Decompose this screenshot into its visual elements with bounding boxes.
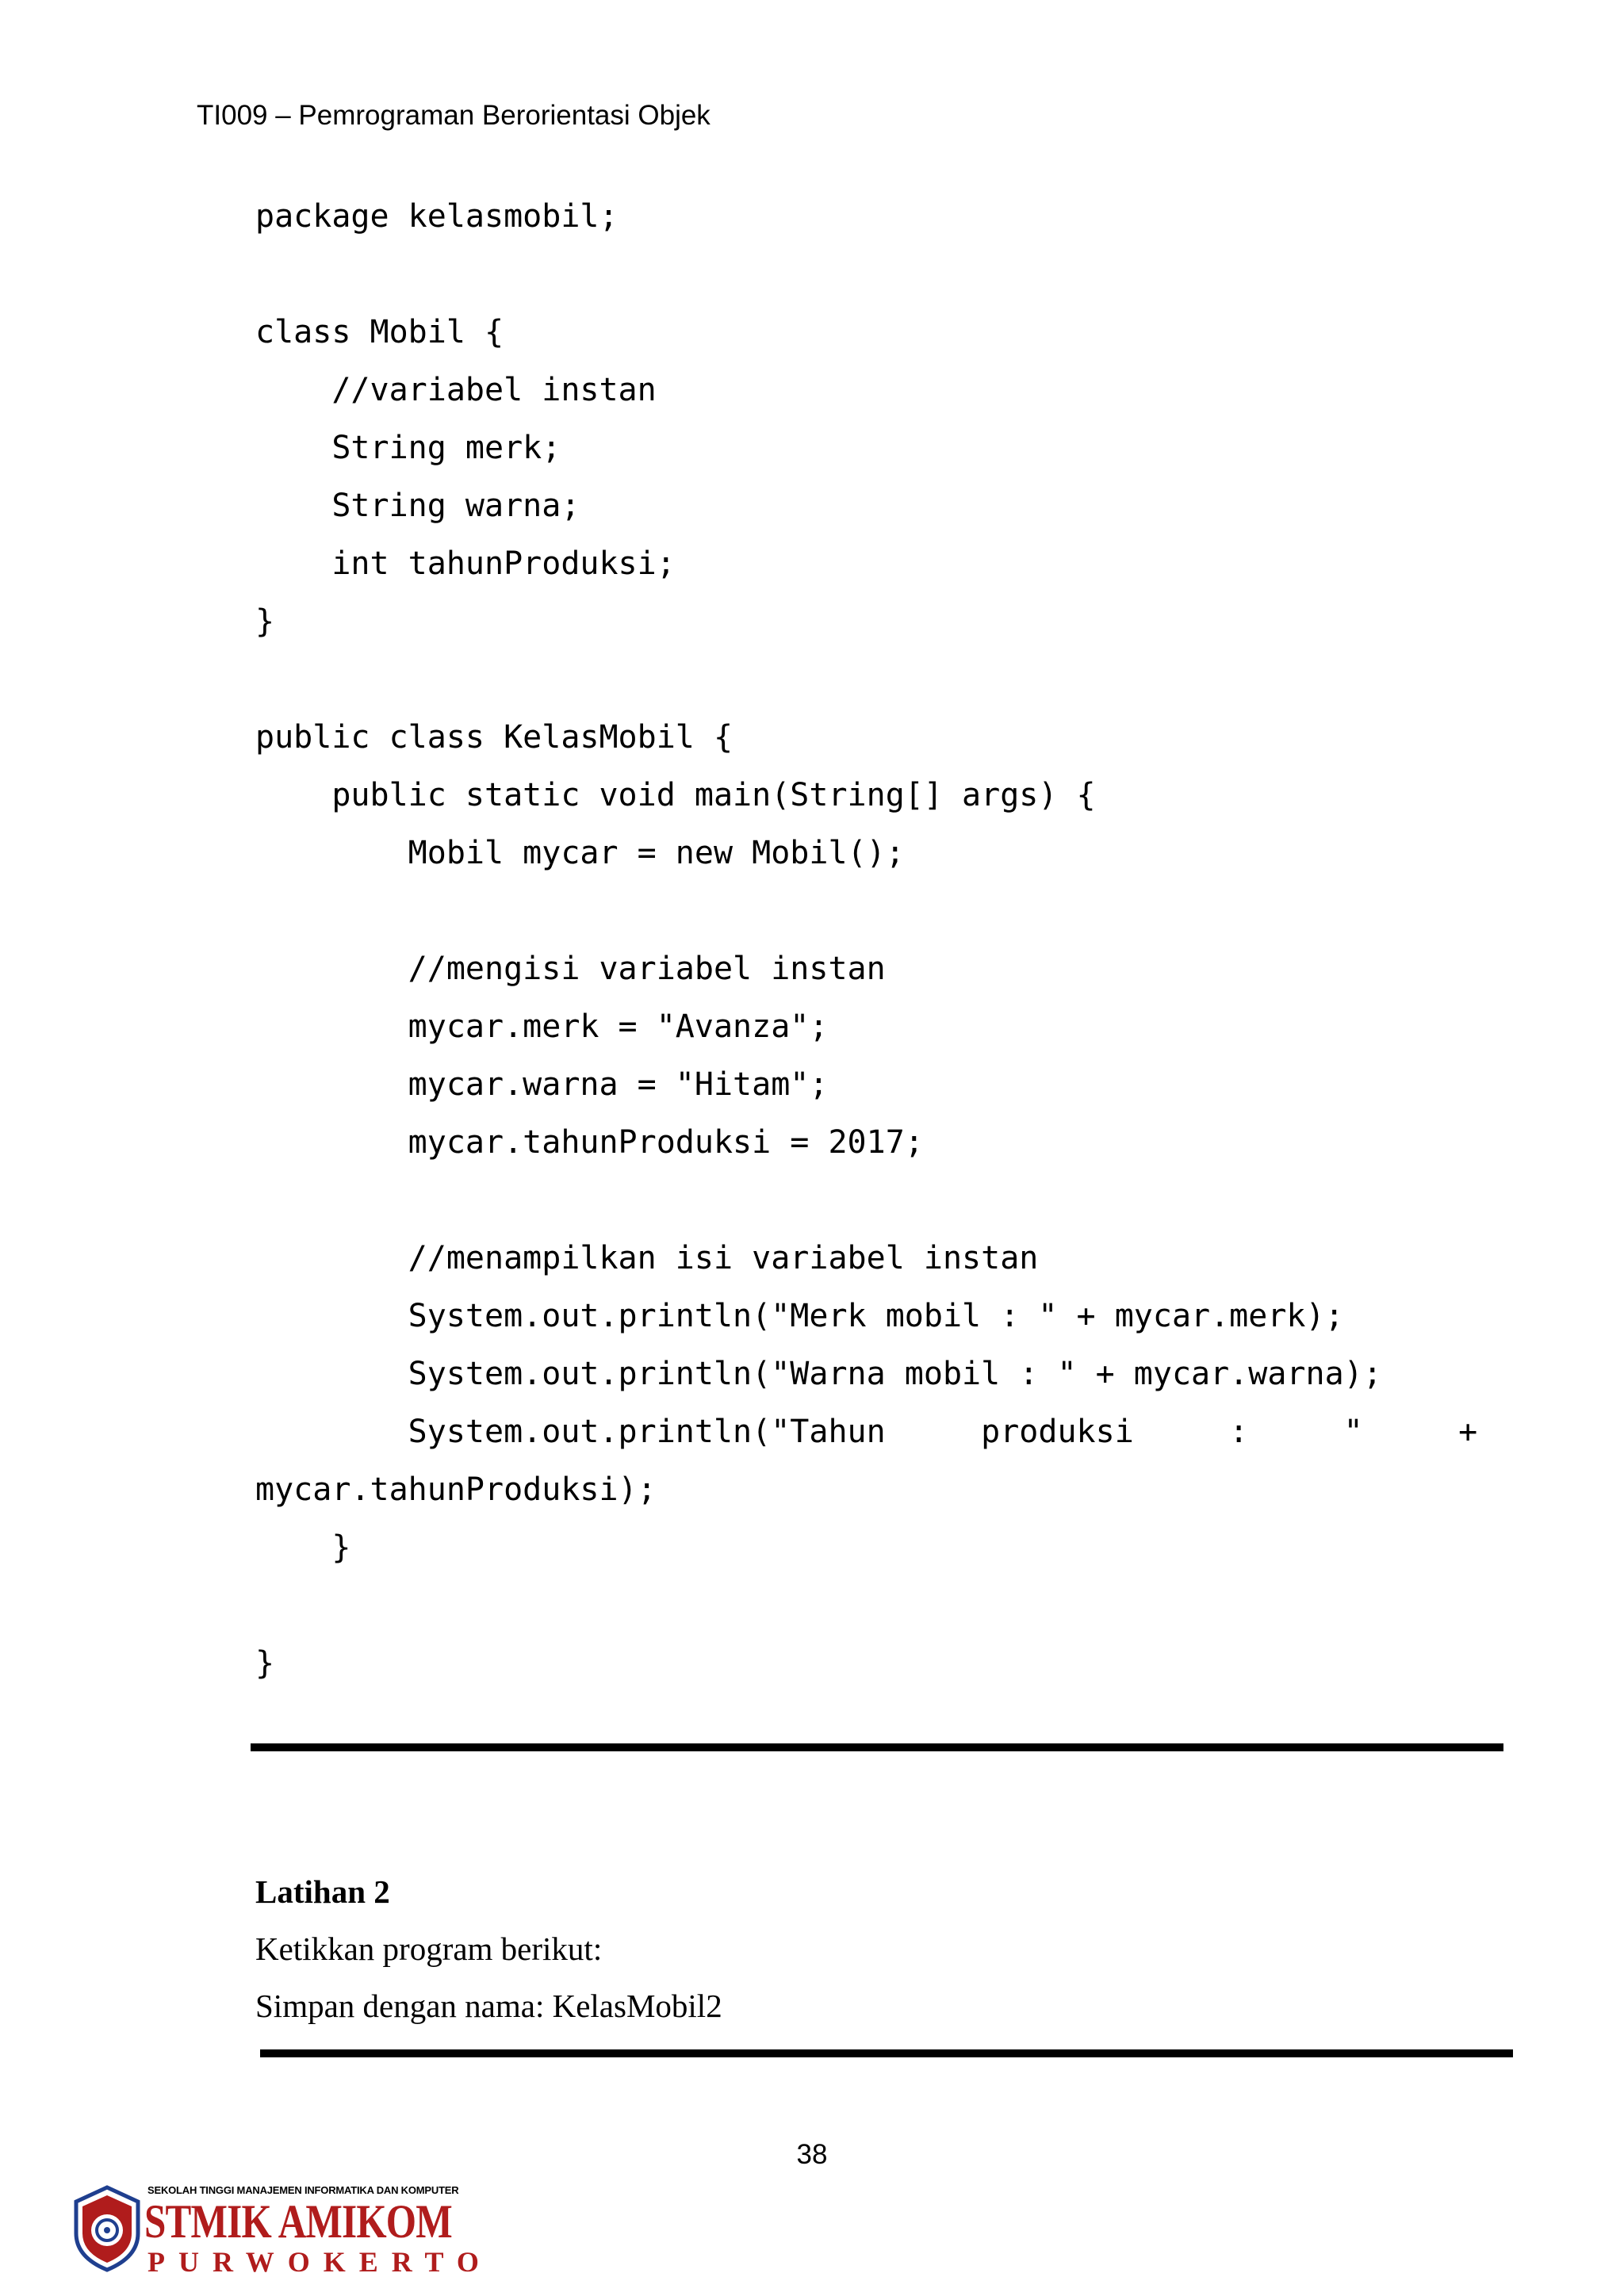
code-line: //menampilkan isi variabel instan [255, 1240, 1039, 1276]
code-line: System.out.println("Tahun produksi : " + [255, 1414, 1478, 1450]
code-line: mycar.tahunProduksi); [255, 1471, 657, 1508]
page-header-title: TI009 – Pemrograman Berorientasi Objek [197, 100, 710, 131]
exercise-title: Latihan 2 [255, 1873, 390, 1910]
exercise-save-as: Simpan dengan nama: KelasMobil2 [255, 1988, 722, 2024]
code-line: String merk; [255, 430, 561, 466]
seal-icon [71, 2184, 143, 2273]
code-line: class Mobil { [255, 314, 504, 350]
code-line: public static void main(String[] args) { [255, 777, 1096, 813]
code-line: } [255, 1645, 275, 1682]
code-line: //mengisi variabel instan [255, 951, 886, 987]
exercise-instruction: Ketikkan program berikut: [255, 1931, 603, 1967]
code-line: package kelasmobil; [255, 198, 619, 235]
institution-logo [71, 2184, 492, 2283]
code-line: mycar.warna = "Hitam"; [255, 1066, 829, 1103]
divider-rule [260, 2049, 1513, 2057]
code-line: mycar.merk = "Avanza"; [255, 1008, 829, 1045]
code-line: } [255, 603, 275, 640]
code-line: System.out.println("Warna mobil : " + mycar.warna); [255, 1356, 1382, 1392]
code-line: int tahunProduksi; [255, 545, 676, 582]
code-line: } [255, 1529, 351, 1566]
page-number: 38 [796, 2139, 828, 2170]
code-line: System.out.println("Merk mobil : " + mycar.merk); [255, 1298, 1344, 1334]
logo-city: PURWOKERTO [147, 2246, 492, 2278]
code-line: public class KelasMobil { [255, 719, 733, 756]
code-line: String warna; [255, 488, 580, 524]
logo-name: STMIK AMIKOM [144, 2195, 452, 2248]
divider-rule [251, 1743, 1503, 1751]
code-line: Mobil mycar = new Mobil(); [255, 835, 905, 871]
logo-tagline: SEKOLAH TINGGI MANAJEMEN INFORMATIKA DAN KOMPUTER [147, 2184, 459, 2196]
code-line: //variabel instan [255, 372, 657, 408]
code-line: mycar.tahunProduksi = 2017; [255, 1124, 924, 1161]
